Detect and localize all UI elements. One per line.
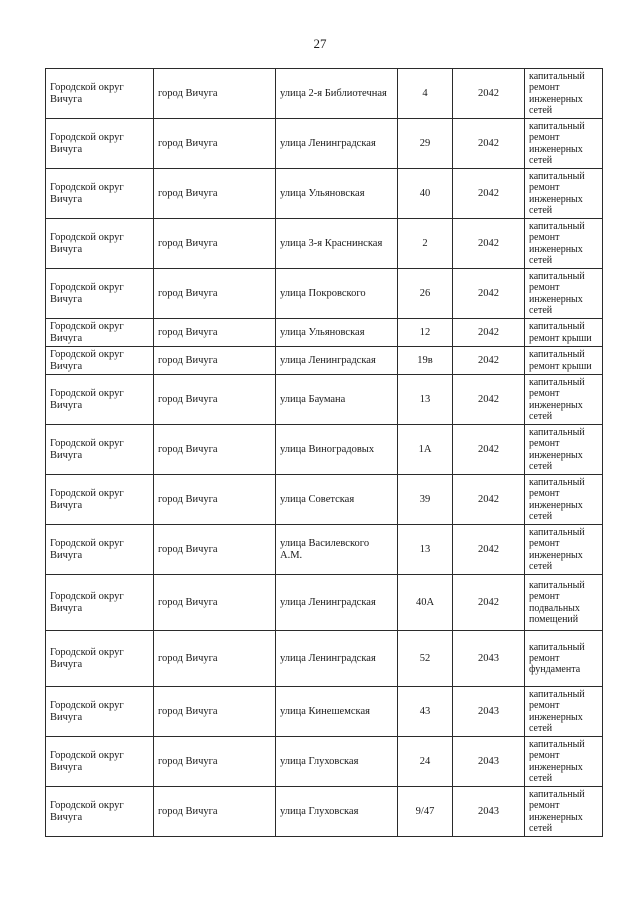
street-cell: улица Ленинградская	[276, 347, 398, 375]
street-cell: улица Ленинградская	[276, 631, 398, 687]
work-type-cell: капитальный ремонт инженерных сетей	[525, 69, 603, 119]
street-cell: улица Кинешемская	[276, 687, 398, 737]
table-row	[46, 119, 603, 169]
district-cell: Городской округ Вичуга	[46, 787, 154, 837]
city-cell: город Вичуга	[154, 575, 276, 631]
work-type-cell: капитальный ремонт крыши	[525, 319, 603, 347]
city-cell: город Вичуга	[154, 687, 276, 737]
city-cell: город Вичуга	[154, 69, 276, 119]
street-cell: улица Виноградовых	[276, 425, 398, 475]
table-row	[46, 69, 603, 119]
district-cell: Городской округ Вичуга	[46, 575, 154, 631]
table-row	[46, 787, 603, 837]
house-number-cell: 9/47	[398, 787, 453, 837]
house-number-cell: 29	[398, 119, 453, 169]
work-type-cell: капитальный ремонт крыши	[525, 347, 603, 375]
city-cell: город Вичуга	[154, 319, 276, 347]
year-cell: 2042	[453, 475, 525, 525]
work-type-cell: капитальный ремонт инженерных сетей	[525, 787, 603, 837]
house-number-cell: 2	[398, 219, 453, 269]
work-type-cell: капитальный ремонт подвальных помещений	[525, 575, 603, 631]
street-cell: улица Глуховская	[276, 787, 398, 837]
work-type-cell: капитальный ремонт инженерных сетей	[525, 219, 603, 269]
house-number-cell: 52	[398, 631, 453, 687]
year-cell: 2042	[453, 269, 525, 319]
table-row	[46, 219, 603, 269]
street-cell: улица Ульяновская	[276, 319, 398, 347]
city-cell: город Вичуга	[154, 269, 276, 319]
district-cell: Городской округ Вичуга	[46, 319, 154, 347]
year-cell: 2042	[453, 375, 525, 425]
table-row	[46, 687, 603, 737]
house-number-cell: 24	[398, 737, 453, 787]
house-number-cell: 40А	[398, 575, 453, 631]
table-row	[46, 375, 603, 425]
house-number-cell: 13	[398, 375, 453, 425]
street-cell: улица Покровского	[276, 269, 398, 319]
year-cell: 2043	[453, 787, 525, 837]
street-cell: улица Советская	[276, 475, 398, 525]
table-row	[46, 425, 603, 475]
city-cell: город Вичуга	[154, 525, 276, 575]
house-number-cell: 43	[398, 687, 453, 737]
year-cell: 2042	[453, 169, 525, 219]
year-cell: 2042	[453, 425, 525, 475]
city-cell: город Вичуга	[154, 169, 276, 219]
house-number-cell: 4	[398, 69, 453, 119]
work-type-cell: капитальный ремонт фундамента	[525, 631, 603, 687]
house-number-cell: 12	[398, 319, 453, 347]
city-cell: город Вичуга	[154, 219, 276, 269]
city-cell: город Вичуга	[154, 119, 276, 169]
housing-repair-table	[45, 68, 603, 837]
table-row	[46, 475, 603, 525]
street-cell: улица Баумана	[276, 375, 398, 425]
house-number-cell: 39	[398, 475, 453, 525]
work-type-cell: капитальный ремонт инженерных сетей	[525, 119, 603, 169]
street-cell: улица Глуховская	[276, 737, 398, 787]
district-cell: Городской округ Вичуга	[46, 475, 154, 525]
work-type-cell: капитальный ремонт инженерных сетей	[525, 525, 603, 575]
district-cell: Городской округ Вичуга	[46, 525, 154, 575]
district-cell: Городской округ Вичуга	[46, 631, 154, 687]
house-number-cell: 13	[398, 525, 453, 575]
district-cell: Городской округ Вичуга	[46, 737, 154, 787]
work-type-cell: капитальный ремонт инженерных сетей	[525, 375, 603, 425]
district-cell: Городской округ Вичуга	[46, 169, 154, 219]
year-cell: 2043	[453, 687, 525, 737]
year-cell: 2043	[453, 737, 525, 787]
work-type-cell: капитальный ремонт инженерных сетей	[525, 475, 603, 525]
street-cell: улица 3-я Краснинская	[276, 219, 398, 269]
district-cell: Городской округ Вичуга	[46, 347, 154, 375]
street-cell: улица Ленинградская	[276, 575, 398, 631]
table-row	[46, 575, 603, 631]
city-cell: город Вичуга	[154, 347, 276, 375]
year-cell: 2042	[453, 319, 525, 347]
city-cell: город Вичуга	[154, 375, 276, 425]
city-cell: город Вичуга	[154, 737, 276, 787]
street-cell: улица 2-я Библиотечная	[276, 69, 398, 119]
work-type-cell: капитальный ремонт инженерных сетей	[525, 169, 603, 219]
work-type-cell: капитальный ремонт инженерных сетей	[525, 269, 603, 319]
city-cell: город Вичуга	[154, 425, 276, 475]
district-cell: Городской округ Вичуга	[46, 119, 154, 169]
page-number: 27	[313, 36, 327, 51]
work-type-cell: капитальный ремонт инженерных сетей	[525, 687, 603, 737]
house-number-cell: 26	[398, 269, 453, 319]
city-cell: город Вичуга	[154, 631, 276, 687]
house-number-cell: 40	[398, 169, 453, 219]
table-row	[46, 525, 603, 575]
street-cell: улица Ленинградская	[276, 119, 398, 169]
table-row	[46, 319, 603, 347]
year-cell: 2042	[453, 69, 525, 119]
table-row	[46, 347, 603, 375]
house-number-cell: 1А	[398, 425, 453, 475]
table-row	[46, 737, 603, 787]
work-type-cell: капитальный ремонт инженерных сетей	[525, 425, 603, 475]
year-cell: 2042	[453, 575, 525, 631]
year-cell: 2043	[453, 631, 525, 687]
city-cell: город Вичуга	[154, 787, 276, 837]
district-cell: Городской округ Вичуга	[46, 687, 154, 737]
year-cell: 2042	[453, 119, 525, 169]
district-cell: Городской округ Вичуга	[46, 219, 154, 269]
year-cell: 2042	[453, 525, 525, 575]
district-cell: Городской округ Вичуга	[46, 69, 154, 119]
street-cell: улица Ульяновская	[276, 169, 398, 219]
table-row	[46, 269, 603, 319]
district-cell: Городской округ Вичуга	[46, 269, 154, 319]
year-cell: 2042	[453, 347, 525, 375]
table-row	[46, 631, 603, 687]
work-type-cell: капитальный ремонт инженерных сетей	[525, 737, 603, 787]
district-cell: Городской округ Вичуга	[46, 425, 154, 475]
district-cell: Городской округ Вичуга	[46, 375, 154, 425]
house-number-cell: 19в	[398, 347, 453, 375]
year-cell: 2042	[453, 219, 525, 269]
table-row	[46, 169, 603, 219]
street-cell: улица Василевского А.М.	[276, 525, 398, 575]
city-cell: город Вичуга	[154, 475, 276, 525]
